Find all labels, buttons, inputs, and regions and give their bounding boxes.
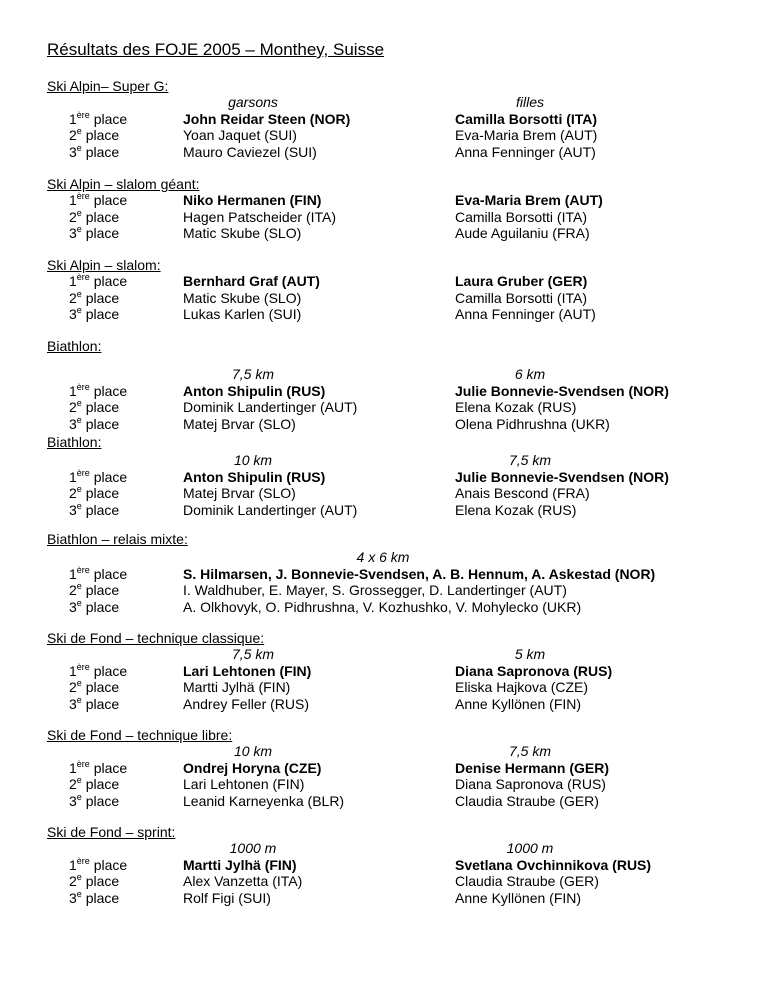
boys-result: Hagen Patscheider (ITA): [183, 208, 337, 225]
subheading-girls: 6 km: [514, 366, 546, 383]
relay-result: I. Waldhuber, E. Mayer, S. Grossegger, D. Landertinger (AUT): [183, 582, 567, 599]
result-row: [47, 599, 747, 615]
section-heading: Biathlon:: [47, 434, 102, 450]
place-label: 1ère place: [69, 109, 128, 127]
result-row: [47, 696, 747, 712]
place-label: 2e place: [69, 581, 120, 599]
result-row: [47, 144, 747, 160]
boys-result: Anton Shipulin (RUS): [183, 468, 326, 485]
boys-result: Matej Brvar (SLO): [183, 485, 296, 502]
boys-result: Leanid Karneyenka (BLR): [183, 792, 345, 809]
girls-result: Camilla Borsotti (ITA): [455, 110, 598, 127]
result-row: [47, 485, 747, 501]
section-biathlon-sprint: [47, 338, 747, 432]
boys-result: Lari Lehtonen (FIN): [183, 776, 305, 793]
section-slalom: [47, 257, 747, 323]
girls-result: Eva-Maria Brem (AUT): [455, 127, 598, 144]
boys-result: Lari Lehtonen (FIN): [183, 662, 312, 679]
girls-result: Anais Bescond (FRA): [455, 485, 590, 502]
boys-result: Bernhard Graf (AUT): [183, 273, 320, 290]
boys-result: Martti Jylhä (FIN): [183, 856, 297, 873]
boys-result: Matic Skube (SLO): [183, 289, 302, 306]
girls-result: Camilla Borsotti (ITA): [455, 289, 587, 306]
girls-result: Anna Fenninger (AUT): [455, 143, 596, 160]
girls-result: Elena Kozak (RUS): [455, 399, 577, 416]
result-row: [47, 209, 747, 225]
boys-result: John Reidar Steen (NOR): [183, 110, 351, 127]
place-label: 1ère place: [69, 855, 128, 873]
section-heading: Ski de Fond – technique classique:: [47, 630, 265, 646]
section-cross-country-free: [47, 727, 747, 809]
section-biathlon-pursuit: [47, 434, 747, 518]
result-row: [47, 469, 747, 485]
boys-result: Lukas Karlen (SUI): [183, 306, 302, 323]
place-label: 1ère place: [69, 661, 128, 679]
girls-result: Elena Kozak (RUS): [455, 501, 577, 518]
section-biathlon-relay: [47, 531, 747, 615]
place-label: 2e place: [69, 678, 120, 696]
result-row: [47, 857, 747, 873]
section-cross-country-classic: [47, 630, 747, 712]
girls-result: Anne Kyllönen (FIN): [455, 695, 582, 712]
place-label: 3e place: [69, 305, 120, 323]
place-label: 1ère place: [69, 467, 128, 485]
place-label: 2e place: [69, 872, 120, 890]
result-row: [47, 793, 747, 809]
place-label: 3e place: [69, 500, 120, 518]
girls-result: Diana Sapronova (RUS): [455, 776, 606, 793]
girls-result: Svetlana Ovchinnikova (RUS): [455, 856, 652, 873]
place-label: 1ère place: [69, 191, 128, 209]
girls-result: Diana Sapronova (RUS): [455, 662, 613, 679]
girls-result: Julie Bonnevie-Svendsen (NOR): [455, 468, 669, 485]
place-label: 2e place: [69, 288, 120, 306]
subheading-boys: 10 km: [233, 743, 273, 760]
place-label: 2e place: [69, 126, 120, 144]
girls-result: Anne Kyllönen (FIN): [455, 889, 582, 906]
result-row: [47, 192, 747, 208]
girls-result: Eva-Maria Brem (AUT): [455, 192, 603, 209]
girls-result: Claudia Straube (GER): [455, 792, 599, 809]
result-row: [47, 502, 747, 518]
subheading-girls: 5 km: [514, 646, 546, 663]
section-giant-slalom: [47, 176, 747, 242]
subheading-boys: 7,5 km: [231, 366, 274, 383]
section-cross-country-sprint: [47, 824, 747, 906]
boys-result: Anton Shipulin (RUS): [183, 382, 326, 399]
result-row: [47, 760, 747, 776]
place-label: 2e place: [69, 207, 120, 225]
girls-result: Julie Bonnevie-Svendsen (NOR): [455, 382, 669, 399]
place-label: 1ère place: [69, 381, 128, 399]
girls-result: Denise Hermann (GER): [455, 759, 610, 776]
result-row: [47, 890, 747, 906]
subheading-relay: 4 x 6 km: [356, 549, 410, 566]
girls-result: Eliska Hajkova (CZE): [455, 679, 589, 696]
boys-result: Rolf Figi (SUI): [183, 889, 271, 906]
place-label: 3e place: [69, 888, 120, 906]
subheading-boys: 7,5 km: [231, 646, 274, 663]
result-row: [47, 225, 747, 241]
place-label: 1ère place: [69, 758, 128, 776]
result-row: [47, 306, 747, 322]
section-heading: Ski de Fond – sprint:: [47, 824, 176, 840]
boys-result: Niko Hermanen (FIN): [183, 192, 322, 209]
place-label: 3e place: [69, 142, 120, 160]
boys-result: Matic Skube (SLO): [183, 225, 302, 242]
subheading-boys: garsons: [228, 94, 278, 111]
subheading-girls: 7,5 km: [508, 743, 551, 760]
boys-result: Alex Vanzetta (ITA): [183, 873, 303, 890]
result-row: [47, 111, 747, 127]
result-row: [47, 566, 747, 582]
subheading-girls: 7,5 km: [508, 452, 551, 469]
place-label: 3e place: [69, 694, 120, 712]
section-heading: Ski Alpin – slalom géant:: [47, 176, 200, 192]
girls-result: Camilla Borsotti (ITA): [455, 208, 587, 225]
place-label: 1ère place: [69, 272, 128, 290]
result-row: [47, 383, 747, 399]
relay-result: S. Hilmarsen, J. Bonnevie-Svendsen, A. B. Hennum, A. Askestad (NOR): [183, 565, 656, 582]
page-title: Résultats des FOJE 2005 – Monthey, Suisse: [47, 40, 385, 59]
result-row: [47, 127, 747, 143]
result-row: [47, 679, 747, 695]
result-row: [47, 776, 747, 792]
boys-result: Dominik Landertinger (AUT): [183, 399, 358, 416]
girls-result: Claudia Straube (GER): [455, 873, 599, 890]
result-row: [47, 290, 747, 306]
result-row: [47, 582, 747, 598]
result-row: [47, 273, 747, 289]
place-label: 3e place: [69, 414, 120, 432]
girls-result: Anna Fenninger (AUT): [455, 306, 596, 323]
result-row: [47, 663, 747, 679]
place-label: 1ère place: [69, 564, 128, 582]
girls-result: Aude Aguilaniu (FRA): [455, 225, 590, 242]
section-heading: Ski Alpin – slalom:: [47, 257, 161, 273]
subheading-girls: filles: [515, 94, 544, 111]
girls-result: Olena Pidhrushna (UKR): [455, 415, 610, 432]
section-super-g: [47, 78, 747, 160]
section-heading: Biathlon:: [47, 338, 102, 354]
boys-result: Ondrej Horyna (CZE): [183, 759, 322, 776]
boys-result: Mauro Caviezel (SUI): [183, 143, 317, 160]
place-label: 3e place: [69, 224, 120, 242]
boys-result: Matej Brvar (SLO): [183, 415, 296, 432]
relay-result: A. Olkhovyk, O. Pidhrushna, V. Kozhushko, V. Mohylecko (UKR): [183, 598, 582, 615]
boys-result: Martti Jylhä (FIN): [183, 679, 291, 696]
boys-result: Dominik Landertinger (AUT): [183, 501, 358, 518]
result-row: [47, 399, 747, 415]
result-row: [47, 873, 747, 889]
place-label: 3e place: [69, 597, 120, 615]
place-label: 2e place: [69, 398, 120, 416]
girls-result: Laura Gruber (GER): [455, 273, 588, 290]
section-heading: Biathlon – relais mixte:: [47, 531, 188, 547]
subheading-girls: 1000 m: [506, 840, 554, 857]
place-label: 2e place: [69, 484, 120, 502]
section-heading: Ski Alpin– Super G:: [47, 78, 169, 94]
boys-result: Yoan Jaquet (SUI): [183, 127, 297, 144]
subheading-boys: 10 km: [233, 452, 273, 469]
subheading-boys: 1000 m: [229, 840, 277, 857]
section-heading: Ski de Fond – technique libre:: [47, 727, 233, 743]
place-label: 2e place: [69, 775, 120, 793]
result-row: [47, 416, 747, 432]
place-label: 3e place: [69, 791, 120, 809]
boys-result: Andrey Feller (RUS): [183, 695, 310, 712]
